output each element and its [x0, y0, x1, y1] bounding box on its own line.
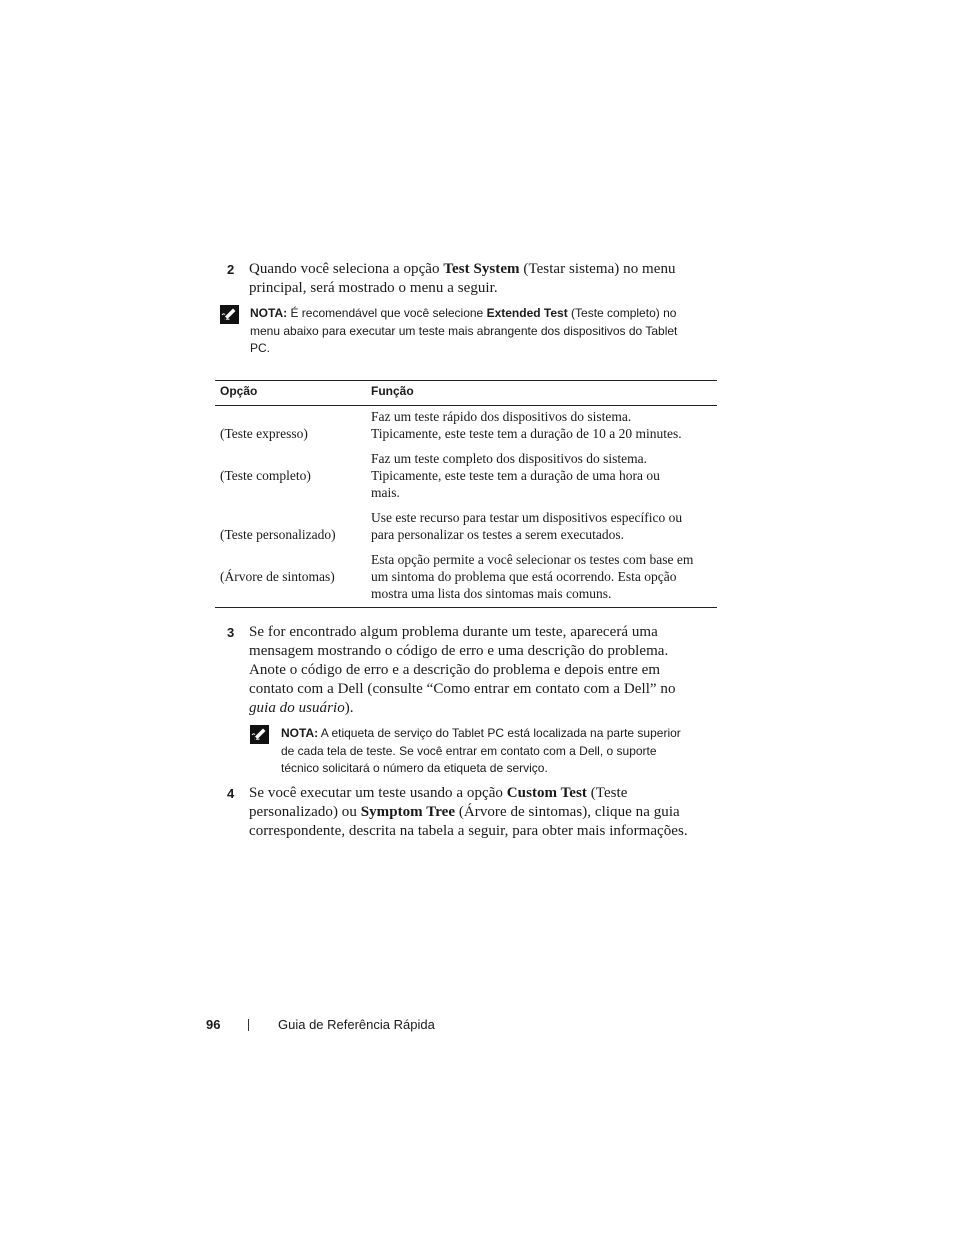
text-line [249, 784, 729, 803]
text-segment: A etiqueta de serviço do Tablet PC está localizada na parte superior [318, 726, 681, 740]
text-segment: técnico solicitará o número da etiqueta de serviço. [281, 761, 548, 775]
text-segment: (Teste [586, 785, 628, 801]
step-text-3 [249, 623, 729, 718]
text-segment: (Teste completo) no [567, 306, 677, 320]
step-number: 4 [227, 786, 235, 801]
note-2 [281, 725, 721, 778]
text-segment: ). [344, 700, 354, 716]
cell-line: Tipicamente, este teste tem a duração de 10 a 20 minutes. [371, 426, 682, 441]
note-label: NOTA: [250, 306, 288, 320]
cell-line: para personalizar os testes a serem executados. [371, 527, 625, 542]
table-cell-option: (Teste expresso) [220, 426, 308, 441]
text-line [249, 279, 729, 298]
cell-line: mostra uma lista dos sintomas mais comuns. [371, 586, 612, 601]
table-cell-function [371, 551, 717, 602]
note-line-rest [287, 306, 676, 320]
note-line [250, 323, 720, 341]
footer-title: Guia de Referência Rápida [278, 1017, 435, 1032]
italic-term: guia do usuário [249, 700, 345, 716]
cell-line: Use este recurso para testar um dispositivos específico ou [371, 510, 683, 525]
note-label: NOTA: [281, 726, 319, 740]
text-segment: Anote o código de erro e a descrição do problema e depois entre em [249, 662, 661, 678]
page-number: 96 [206, 1017, 221, 1032]
step-text-2 [249, 260, 729, 298]
table-cell-option: (Teste completo) [220, 468, 311, 483]
cell-line: Faz um teste completo dos dispositivos do sistema. [371, 451, 647, 466]
text-segment: de cada tela de teste. Se você entrar em contato com a Dell, o suporte [281, 743, 657, 758]
cell-line: Tipicamente, este teste tem a duração de uma hora ou [371, 468, 660, 483]
bold-term: Symptom Tree [360, 804, 456, 820]
cell-line: mais. [371, 485, 400, 500]
step-text-4 [249, 784, 729, 841]
table-top-rule [215, 380, 717, 381]
text-segment: personalizado) ou [249, 804, 361, 820]
table-cell-option: (Árvore de sintomas) [220, 569, 335, 584]
text-line [249, 623, 729, 642]
table-header-function: Função [371, 384, 414, 398]
bold-term: Custom Test [506, 785, 587, 801]
text-line [249, 260, 729, 279]
text-line [249, 680, 729, 699]
text-line [249, 699, 729, 718]
table-cell-function [371, 450, 717, 501]
note-line-rest [318, 726, 681, 740]
text-segment: mensagem mostrando o código de erro e uma descrição do problema. [249, 643, 669, 659]
table-cell-function [371, 509, 717, 543]
text-segment: contato com a Dell (consulte “Como entrar em contato com a Dell” no [249, 681, 676, 697]
text-segment: Quando você seleciona a opção [249, 261, 444, 277]
note-line [250, 340, 720, 358]
text-line [249, 822, 729, 841]
table-header-option: Opção [220, 384, 258, 398]
step-number: 3 [227, 625, 235, 640]
text-line [249, 661, 729, 680]
note-pencil-icon [220, 305, 239, 324]
text-segment: (Árvore de sintomas), clique na guia [455, 804, 680, 820]
step-number: 2 [227, 262, 235, 277]
text-segment: principal, será mostrado o menu a seguir. [249, 280, 498, 296]
bold-term: Extended Test [486, 306, 568, 320]
text-line [249, 642, 729, 661]
text-segment: menu abaixo para executar um teste mais abrangente dos dispositivos do Tablet [250, 323, 678, 338]
cell-line: um sintoma do problema que está ocorrendo. Esta opção [371, 569, 677, 584]
note-line [250, 305, 720, 323]
note-pencil-icon [250, 725, 269, 744]
text-segment: PC. [250, 341, 271, 355]
note-line [281, 725, 721, 743]
text-segment: correspondente, descrita na tabela a seguir, para obter mais informações. [249, 823, 688, 839]
table-header-rule [215, 405, 717, 406]
table-bottom-rule [215, 607, 717, 608]
text-line [249, 803, 729, 822]
table-cell-function [371, 408, 717, 442]
cell-line: Faz um teste rápido dos dispositivos do sistema. [371, 409, 632, 424]
note-line [281, 743, 721, 761]
bold-term: Test System [443, 261, 520, 277]
note-line [281, 760, 721, 778]
table-cell-option: (Teste personalizado) [220, 527, 336, 542]
note-1 [250, 305, 720, 358]
text-segment: É recomendável que você selecione [287, 306, 487, 320]
footer-separator [248, 1019, 249, 1031]
text-segment: (Testar sistema) no menu [519, 261, 676, 277]
cell-line: Esta opção permite a você selecionar os testes com base em [371, 552, 694, 567]
text-segment: Se for encontrado algum problema durante um teste, aparecerá uma [249, 624, 658, 640]
text-segment: Se você executar um teste usando a opção [249, 785, 507, 801]
